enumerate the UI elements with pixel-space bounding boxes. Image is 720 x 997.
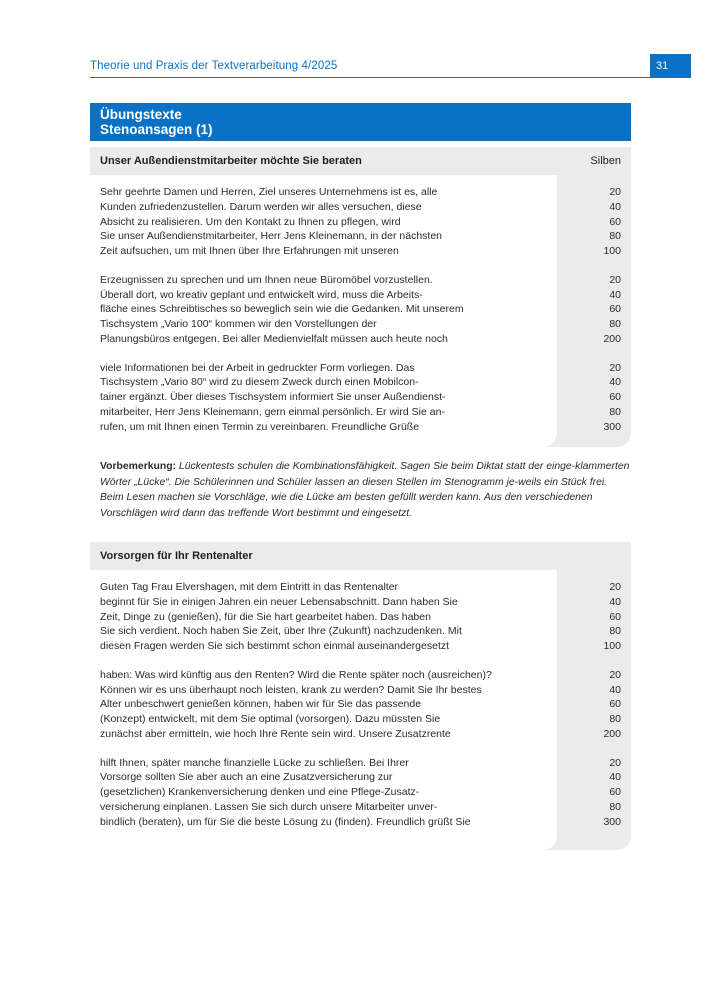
text-line <box>100 185 621 200</box>
dictation-text-2-title: Vorsorgen für Ihr Rentenalter <box>100 550 253 562</box>
text-line <box>100 756 621 771</box>
line-text: bindlich (beraten), um für Sie die beste Lösung zu (finden). Freundlich grüßt Sie <box>100 815 471 828</box>
text-line <box>100 420 621 435</box>
syllable-count: 80 <box>609 625 621 638</box>
section-subtitle: Stenoansagen (1) <box>100 122 213 137</box>
syllable-count: 20 <box>609 756 621 769</box>
line-text: Tischsystem „Vario 80“ wird zu diesem Zweck durch einen Mobilcon- <box>100 376 419 389</box>
text-line <box>100 273 621 288</box>
section-title: Übungstexte <box>100 107 182 122</box>
syllable-count: 100 <box>603 640 621 652</box>
text-line <box>100 244 621 259</box>
syllable-count: 200 <box>603 332 621 345</box>
text-line <box>100 332 621 347</box>
line-text: Überall dort, wo kreativ geplant und entwickelt wird, muss die Arbeits- <box>100 288 423 301</box>
text-line <box>100 624 621 639</box>
text-line <box>100 639 621 654</box>
text-paragraph <box>100 273 621 347</box>
text-line <box>100 390 621 405</box>
syllable-count: 20 <box>609 581 621 593</box>
text-line <box>100 302 621 317</box>
text-line <box>100 815 621 830</box>
line-text: fläche eines Schreibtisches so beweglich sein wie die Gedanken. Mit unserem <box>100 303 464 316</box>
line-text: Guten Tag Frau Elvershagen, mit dem Eintritt in das Rentenalter <box>100 581 399 593</box>
syllable-count: 40 <box>609 376 621 389</box>
line-text: (Konzept) entwickelt, mit dem Sie optimal (vorsorgen). Dazu müssten Sie <box>100 713 441 725</box>
text-line <box>100 229 621 244</box>
syllable-count: 60 <box>609 698 621 711</box>
dictation-text-1-header <box>90 147 631 175</box>
line-text: rufen, um mit Ihnen einen Termin zu vereinbaren. Freundliche Grüße <box>100 420 420 433</box>
line-text: hilft Ihnen, später manche finanzielle Lücke zu schließen. Bei Ihrer <box>100 756 409 769</box>
line-text: Zeit aufsuchen, um mit Ihnen über Ihre Erfahrungen mit unseren <box>100 245 399 257</box>
text-line <box>100 361 621 376</box>
syllable-count: 100 <box>603 245 621 257</box>
text-paragraph <box>100 361 621 435</box>
syllable-count: 80 <box>609 318 621 330</box>
text-line <box>100 405 621 420</box>
line-text: mitarbeiter, Herr Jens Kleinemann, gern einmal persönlich. Er wird Sie an- <box>100 405 445 418</box>
syllable-count: 60 <box>609 215 621 228</box>
syllable-count: 60 <box>609 391 621 403</box>
syllable-count: 80 <box>609 405 621 418</box>
dictation-text-2-body <box>90 570 621 850</box>
line-text: Sehr geehrte Damen und Herren, Ziel unseres Unternehmens ist es, alle <box>100 186 438 198</box>
syllable-count: 40 <box>609 771 621 784</box>
line-text: beginnt für Sie in einigen Jahren ein neuer Lebensabschnitt. Dann haben Sie <box>100 595 458 608</box>
text-line <box>100 712 621 727</box>
syllable-count: 60 <box>609 610 621 623</box>
line-text: Absicht zu realisieren. Um den Kontakt zu Ihnen zu pflegen, wird <box>100 215 401 228</box>
line-text: Planungsbüros entgegen. Bei aller Medienvielfalt müssen auch heute noch <box>100 332 448 345</box>
line-text: Zeit, Dinge zu (genießen), für die Sie hart gearbeitet haben. Das haben <box>100 610 431 623</box>
text-paragraph <box>100 668 621 742</box>
text-line <box>100 697 621 712</box>
text-line <box>100 375 621 390</box>
syllable-count: 20 <box>609 668 621 681</box>
text-paragraph <box>100 756 621 830</box>
text-line <box>100 317 621 332</box>
syllable-count: 80 <box>609 713 621 725</box>
syllable-count: 40 <box>609 595 621 608</box>
text-line <box>100 215 621 230</box>
line-text: Sie sich verdient. Noch haben Sie Zeit, über Ihre (Zukunft) nachzudenken. Mit <box>100 625 462 638</box>
syllable-count: 20 <box>609 273 621 286</box>
line-text: Sie unser Außendienstmitarbeiter, Herr Jens Kleinemann, in der nächsten <box>100 230 443 243</box>
syllable-count: 20 <box>609 186 621 198</box>
journal-title: Theorie und Praxis der Textverarbeitung 4/2025 <box>90 60 338 72</box>
text-line <box>100 770 621 785</box>
text-line <box>100 683 621 698</box>
syllable-count: 60 <box>609 303 621 316</box>
line-text: tainer ergänzt. Über dieses Tischsystem informiert Sie unser Außendienst- <box>100 391 446 403</box>
syllable-count: 40 <box>609 200 621 213</box>
text-line <box>100 727 621 742</box>
dictation-text-2-header <box>90 542 631 570</box>
text-line <box>100 785 621 800</box>
text-paragraph <box>100 580 621 654</box>
line-text: zunächst aber ermitteln, wie hoch Ihre Rente sein wird. Unsere Zusatzrente <box>100 727 451 740</box>
running-header <box>90 58 701 78</box>
text-line <box>100 800 621 815</box>
text-paragraph <box>100 185 621 259</box>
syllable-count: 80 <box>609 230 621 243</box>
line-text: haben: Was wird künftig aus den Renten? Wird die Rente später noch (ausreichen)? <box>100 668 492 681</box>
syllable-count: 40 <box>609 683 621 696</box>
remark-label: Vorbemerkung: <box>100 461 177 472</box>
syllable-count: 40 <box>609 288 621 301</box>
text-line <box>100 580 621 595</box>
syllable-count: 300 <box>603 420 621 433</box>
syllable-count: 200 <box>603 727 621 740</box>
line-text: (gesetzlichen) Krankenversicherung denken und eine Pflege-Zusatz- <box>100 786 420 798</box>
dictation-text-1 <box>90 147 631 447</box>
remark-text: Lückentests schulen die Kombinationsfähigkeit. Sagen Sie beim Diktat statt der einge-klammerten Wörter „Lücke“. Die Schülerinnen und Schüler lassen an diesen Stellen im Stenogramm je-weils ein Stück frei. Beim Lesen machen sie Vorschläge, wie die Lücke am besten gefüllt werden kann. Aus den verschiedenen Vorschlägen wird dann das treffende Wort bestimmt und eingesetzt. <box>100 461 630 519</box>
line-text: Tischsystem „Vario 100“ kommen wir den Vorstellungen der <box>100 318 377 330</box>
syllable-count: 60 <box>609 786 621 798</box>
text-line <box>100 595 621 610</box>
dictation-text-1-title: Unser Außendienstmitarbeiter möchte Sie beraten <box>100 155 362 167</box>
syllable-count: 20 <box>609 361 621 374</box>
line-text: Erzeugnissen zu sprechen und um Ihnen neue Büromöbel vorzustellen. <box>100 273 433 286</box>
text-line <box>100 610 621 625</box>
section-title-box <box>90 103 631 141</box>
dictation-text-1-body <box>90 175 621 447</box>
text-line <box>100 288 621 303</box>
line-text: viele Informationen bei der Arbeit in gedruckter Form vorliegen. Das <box>100 361 415 374</box>
syllable-count: 300 <box>603 815 621 828</box>
syllables-column-label: Silben <box>590 155 621 167</box>
header-rule <box>90 77 650 78</box>
page-number: 31 <box>650 54 691 78</box>
syllable-count: 80 <box>609 800 621 813</box>
line-text: versicherung einplanen. Lassen Sie sich durch unsere Mitarbeiter unver- <box>100 800 438 813</box>
text-line <box>100 668 621 683</box>
line-text: Kunden zufriedenzustellen. Darum werden wir alles versuchen, diese <box>100 200 422 213</box>
line-text: diesen Fragen werden Sie sich bestimmt schon einmal auseinandergesetzt <box>100 640 450 652</box>
preliminary-remark <box>100 459 631 521</box>
dictation-text-2 <box>90 542 631 850</box>
text-line <box>100 200 621 215</box>
line-text: Alter unbeschwert genießen können, haben wir für Sie das passende <box>100 698 422 711</box>
line-text: Vorsorge sollten Sie aber auch an eine Zusatzversicherung zur <box>100 771 393 784</box>
line-text: Können wir es uns überhaupt noch leisten, krank zu werden? Damit Sie Ihr bestes <box>100 683 482 696</box>
